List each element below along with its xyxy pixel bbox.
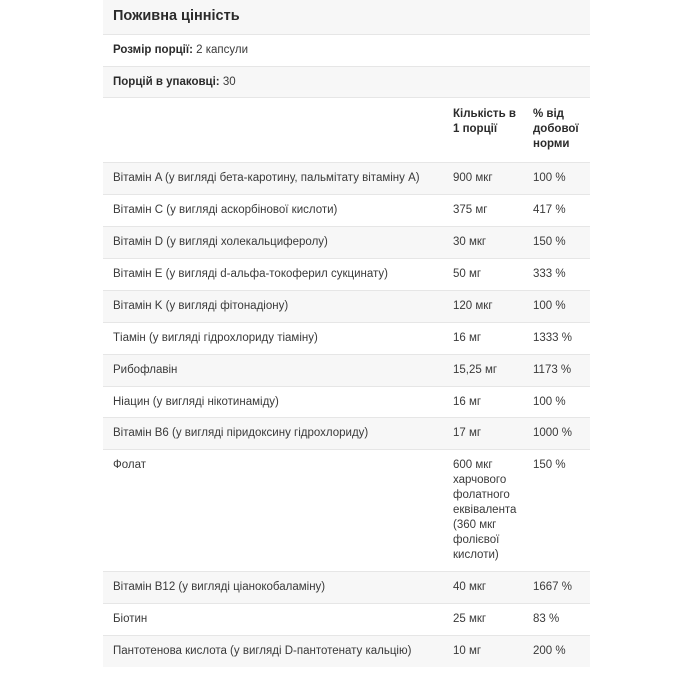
nutrient-name: Вітамін B12 (у вигляді ціанокобаламіну) xyxy=(103,571,443,603)
table-header xyxy=(103,98,590,163)
nutrient-daily-value: 150 % xyxy=(523,450,590,572)
nutrient-daily-value: 417 % xyxy=(523,194,590,226)
table-row xyxy=(103,194,590,226)
nutrient-daily-value: 100 % xyxy=(523,162,590,194)
nutrient-name: Вітамін B6 (у вигляді піридоксину гідрохлориду) xyxy=(103,418,443,450)
table-row xyxy=(103,322,590,354)
nutrient-amount: 16 мг xyxy=(443,386,523,418)
nutrient-amount: 10 мг xyxy=(443,635,523,666)
servings-per-container-label: Порцій в упаковці: xyxy=(113,75,220,88)
nutrient-name: Вітамін A (у вигляді бета-каротину, пальмітату вітаміну A) xyxy=(103,162,443,194)
column-header-daily-value: % від добової норми xyxy=(523,98,590,163)
column-header-amount-per-serving: Кількість в 1 порції xyxy=(443,98,523,163)
table-row xyxy=(103,290,590,322)
nutrient-daily-value: 1173 % xyxy=(523,354,590,386)
table-row xyxy=(103,354,590,386)
table-row xyxy=(103,603,590,635)
table-row xyxy=(103,386,590,418)
table-row xyxy=(103,571,590,603)
nutrient-amount: 900 мкг xyxy=(443,162,523,194)
nutrient-amount: 17 мг xyxy=(443,418,523,450)
nutrient-amount: 40 мкг xyxy=(443,571,523,603)
nutrient-daily-value: 1333 % xyxy=(523,322,590,354)
nutrient-amount: 25 мкг xyxy=(443,603,523,635)
nutrient-daily-value: 100 % xyxy=(523,290,590,322)
nutrient-name: Тіамін (у вигляді гідрохлориду тіаміну) xyxy=(103,322,443,354)
nutrient-name: Вітамін K (у вигляді фітонадіону) xyxy=(103,290,443,322)
table-body xyxy=(103,162,590,666)
table-row xyxy=(103,226,590,258)
nutrient-name: Вітамін D (у вигляді холекальциферолу) xyxy=(103,226,443,258)
table-row xyxy=(103,418,590,450)
nutrient-name: Ніацин (у вигляді нікотинаміду) xyxy=(103,386,443,418)
nutrient-amount: 600 мкг харчового фолатного еквівалента (360 мкг фолієвої кислоти) xyxy=(443,450,523,572)
nutrient-name: Пантотенова кислота (у вигляді D-пантотенату кальцію) xyxy=(103,635,443,666)
nutrient-daily-value: 83 % xyxy=(523,603,590,635)
nutrient-daily-value: 333 % xyxy=(523,258,590,290)
page-title: Поживна цінність xyxy=(103,0,590,34)
nutrient-amount: 16 мг xyxy=(443,322,523,354)
table-row xyxy=(103,258,590,290)
nutrient-daily-value: 200 % xyxy=(523,635,590,666)
serving-size-row xyxy=(103,34,590,65)
nutrient-name: Фолат xyxy=(103,450,443,572)
nutrient-name: Вітамін E (у вигляді d-альфа-токоферил сукцинату) xyxy=(103,258,443,290)
nutrient-amount: 375 мг xyxy=(443,194,523,226)
table-row xyxy=(103,635,590,666)
nutrient-amount: 30 мкг xyxy=(443,226,523,258)
table-row xyxy=(103,450,590,572)
nutrition-table xyxy=(103,97,590,667)
supplement-facts-panel xyxy=(103,0,590,667)
nutrient-daily-value: 100 % xyxy=(523,386,590,418)
column-header-nutrient xyxy=(103,98,443,163)
servings-per-container-row xyxy=(103,66,590,97)
nutrient-daily-value: 1667 % xyxy=(523,571,590,603)
serving-size-value: 2 капсули xyxy=(196,44,249,57)
nutrient-name: Рибофлавін xyxy=(103,354,443,386)
nutrient-daily-value: 1000 % xyxy=(523,418,590,450)
nutrient-amount: 50 мг xyxy=(443,258,523,290)
serving-size-label: Розмір порції: xyxy=(113,44,193,57)
nutrient-daily-value: 150 % xyxy=(523,226,590,258)
nutrient-amount: 15,25 мг xyxy=(443,354,523,386)
nutrient-amount: 120 мкг xyxy=(443,290,523,322)
table-row xyxy=(103,162,590,194)
servings-per-container-value: 30 xyxy=(222,75,236,88)
table-header-row xyxy=(103,98,590,163)
nutrient-name: Біотин xyxy=(103,603,443,635)
nutrient-name: Вітамін C (у вигляді аскорбінової кислоти) xyxy=(103,194,443,226)
